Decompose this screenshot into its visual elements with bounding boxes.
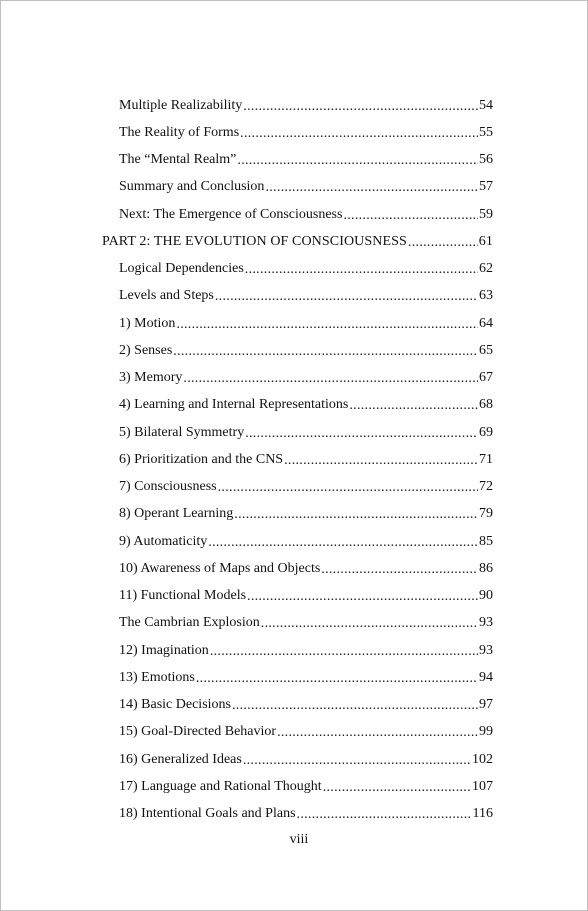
toc-entry-title: PART 2: THE EVOLUTION OF CONSCIOUSNESS bbox=[102, 233, 407, 249]
toc-entry-title: Multiple Realizability bbox=[119, 97, 243, 113]
toc-part-heading bbox=[102, 228, 493, 255]
dot-leader bbox=[210, 645, 478, 659]
toc-entry-page-number: 93 bbox=[479, 615, 493, 631]
toc-entry-title: Next: The Emergence of Consciousness bbox=[119, 206, 343, 222]
toc-entry bbox=[119, 337, 493, 364]
toc-entry-title: The Reality of Forms bbox=[119, 124, 240, 140]
toc-entry-page-number: 93 bbox=[479, 642, 493, 658]
toc-entry bbox=[119, 92, 493, 119]
toc-entry bbox=[119, 501, 493, 528]
toc-entry-page-number: 86 bbox=[479, 560, 493, 576]
toc-entry-page-number: 68 bbox=[479, 397, 493, 413]
dot-leader bbox=[265, 181, 478, 195]
toc-entry-page-number: 116 bbox=[472, 806, 493, 822]
dot-leader bbox=[349, 399, 478, 413]
toc-entry bbox=[119, 528, 493, 555]
toc-entry-page-number: 94 bbox=[479, 669, 493, 685]
toc-entry-title: 14) Basic Decisions bbox=[119, 697, 231, 713]
toc-entry-title: 10) Awareness of Maps and Objects bbox=[119, 560, 321, 576]
toc-entry-page-number: 57 bbox=[479, 179, 493, 195]
toc-entry bbox=[119, 664, 493, 691]
toc-entry bbox=[119, 256, 493, 283]
toc-entry-title: 16) Generalized Ideas bbox=[119, 751, 242, 767]
toc-entry-page-number: 67 bbox=[479, 370, 493, 386]
toc-entry-page-number: 69 bbox=[479, 424, 493, 440]
dot-leader bbox=[343, 209, 478, 223]
toc-entry-page-number: 97 bbox=[479, 697, 493, 713]
toc-entry-title: Logical Dependencies bbox=[119, 261, 244, 277]
toc-entry bbox=[119, 174, 493, 201]
toc-entry-title: 6) Prioritization and the CNS bbox=[119, 451, 284, 467]
toc-entry-page-number: 63 bbox=[479, 288, 493, 304]
dot-leader bbox=[323, 781, 471, 795]
toc-entry bbox=[119, 719, 493, 746]
toc-entry bbox=[119, 419, 493, 446]
toc-entry bbox=[119, 692, 493, 719]
toc-entry-title: 13) Emotions bbox=[119, 669, 195, 685]
toc-entry-title: 1) Motion bbox=[119, 315, 176, 331]
toc-entry bbox=[119, 583, 493, 610]
toc-entry-page-number: 61 bbox=[478, 233, 493, 249]
toc-entry-title: 12) Imagination bbox=[119, 642, 209, 658]
toc-entry-title: Summary and Conclusion bbox=[119, 179, 265, 195]
dot-leader bbox=[408, 236, 478, 250]
toc-entry-title: 8) Operant Learning bbox=[119, 506, 234, 522]
toc-entry-page-number: 54 bbox=[479, 97, 493, 113]
toc-entry-title: 5) Bilateral Symmetry bbox=[119, 424, 245, 440]
table-of-contents bbox=[1, 92, 588, 828]
toc-entry bbox=[119, 201, 493, 228]
toc-entry bbox=[119, 746, 493, 773]
page-number: viii bbox=[289, 832, 309, 847]
toc-entry-title: 11) Functional Models bbox=[119, 588, 247, 604]
toc-entry-title: The Cambrian Explosion bbox=[119, 615, 260, 631]
toc-entry-title: 17) Language and Rational Thought bbox=[119, 778, 322, 794]
toc-entry-page-number: 102 bbox=[472, 751, 493, 767]
dot-leader bbox=[215, 290, 478, 304]
toc-entry-page-number: 79 bbox=[479, 506, 493, 522]
dot-leader bbox=[245, 427, 478, 441]
dot-leader bbox=[245, 263, 478, 277]
toc-entry bbox=[119, 147, 493, 174]
dot-leader bbox=[321, 563, 478, 577]
toc-entry-title: 3) Memory bbox=[119, 370, 183, 386]
toc-entry bbox=[119, 446, 493, 473]
dot-leader bbox=[297, 808, 472, 822]
toc-entry-title: Levels and Steps bbox=[119, 288, 214, 304]
dot-leader bbox=[243, 100, 478, 114]
toc-entry-page-number: 72 bbox=[479, 479, 493, 495]
toc-entry bbox=[119, 392, 493, 419]
dot-leader bbox=[247, 590, 478, 604]
toc-entry bbox=[119, 283, 493, 310]
toc-entry-page-number: 71 bbox=[479, 451, 493, 467]
dot-leader bbox=[237, 154, 478, 168]
toc-entry-page-number: 99 bbox=[479, 724, 493, 740]
dot-leader bbox=[240, 127, 478, 141]
dot-leader bbox=[261, 617, 478, 631]
toc-entry bbox=[119, 474, 493, 501]
dot-leader bbox=[284, 454, 478, 468]
toc-entry bbox=[119, 365, 493, 392]
toc-entry-page-number: 56 bbox=[479, 152, 493, 168]
dot-leader bbox=[234, 508, 478, 522]
toc-entry-title: 18) Intentional Goals and Plans bbox=[119, 806, 296, 822]
toc-entry bbox=[119, 637, 493, 664]
dot-leader bbox=[232, 699, 478, 713]
toc-entry-page-number: 90 bbox=[479, 588, 493, 604]
dot-leader bbox=[176, 318, 478, 332]
toc-entry bbox=[119, 773, 493, 800]
toc-entry-title: 15) Goal-Directed Behavior bbox=[119, 724, 277, 740]
toc-entry-page-number: 85 bbox=[479, 533, 493, 549]
toc-entry-title: 7) Consciousness bbox=[119, 479, 217, 495]
dot-leader bbox=[183, 372, 478, 386]
toc-entry-title: 4) Learning and Internal Representations bbox=[119, 397, 349, 413]
toc-entry-page-number: 55 bbox=[479, 124, 493, 140]
toc-entry-page-number: 62 bbox=[479, 261, 493, 277]
toc-entry-page-number: 65 bbox=[479, 342, 493, 358]
toc-entry bbox=[119, 555, 493, 582]
dot-leader bbox=[277, 726, 478, 740]
toc-entry-page-number: 64 bbox=[479, 315, 493, 331]
toc-entry-page-number: 59 bbox=[479, 206, 493, 222]
dot-leader bbox=[208, 536, 478, 550]
dot-leader bbox=[196, 672, 478, 686]
toc-entry-page-number: 107 bbox=[472, 778, 493, 794]
toc-entry bbox=[119, 610, 493, 637]
toc-entry-title: 2) Senses bbox=[119, 342, 173, 358]
toc-entry-title: The “Mental Realm” bbox=[119, 152, 237, 168]
toc-entry bbox=[119, 310, 493, 337]
toc-entry bbox=[119, 119, 493, 146]
dot-leader bbox=[173, 345, 478, 359]
dot-leader bbox=[218, 481, 478, 495]
dot-leader bbox=[243, 754, 471, 768]
toc-entry-title: 9) Automaticity bbox=[119, 533, 208, 549]
toc-entry bbox=[119, 801, 493, 828]
